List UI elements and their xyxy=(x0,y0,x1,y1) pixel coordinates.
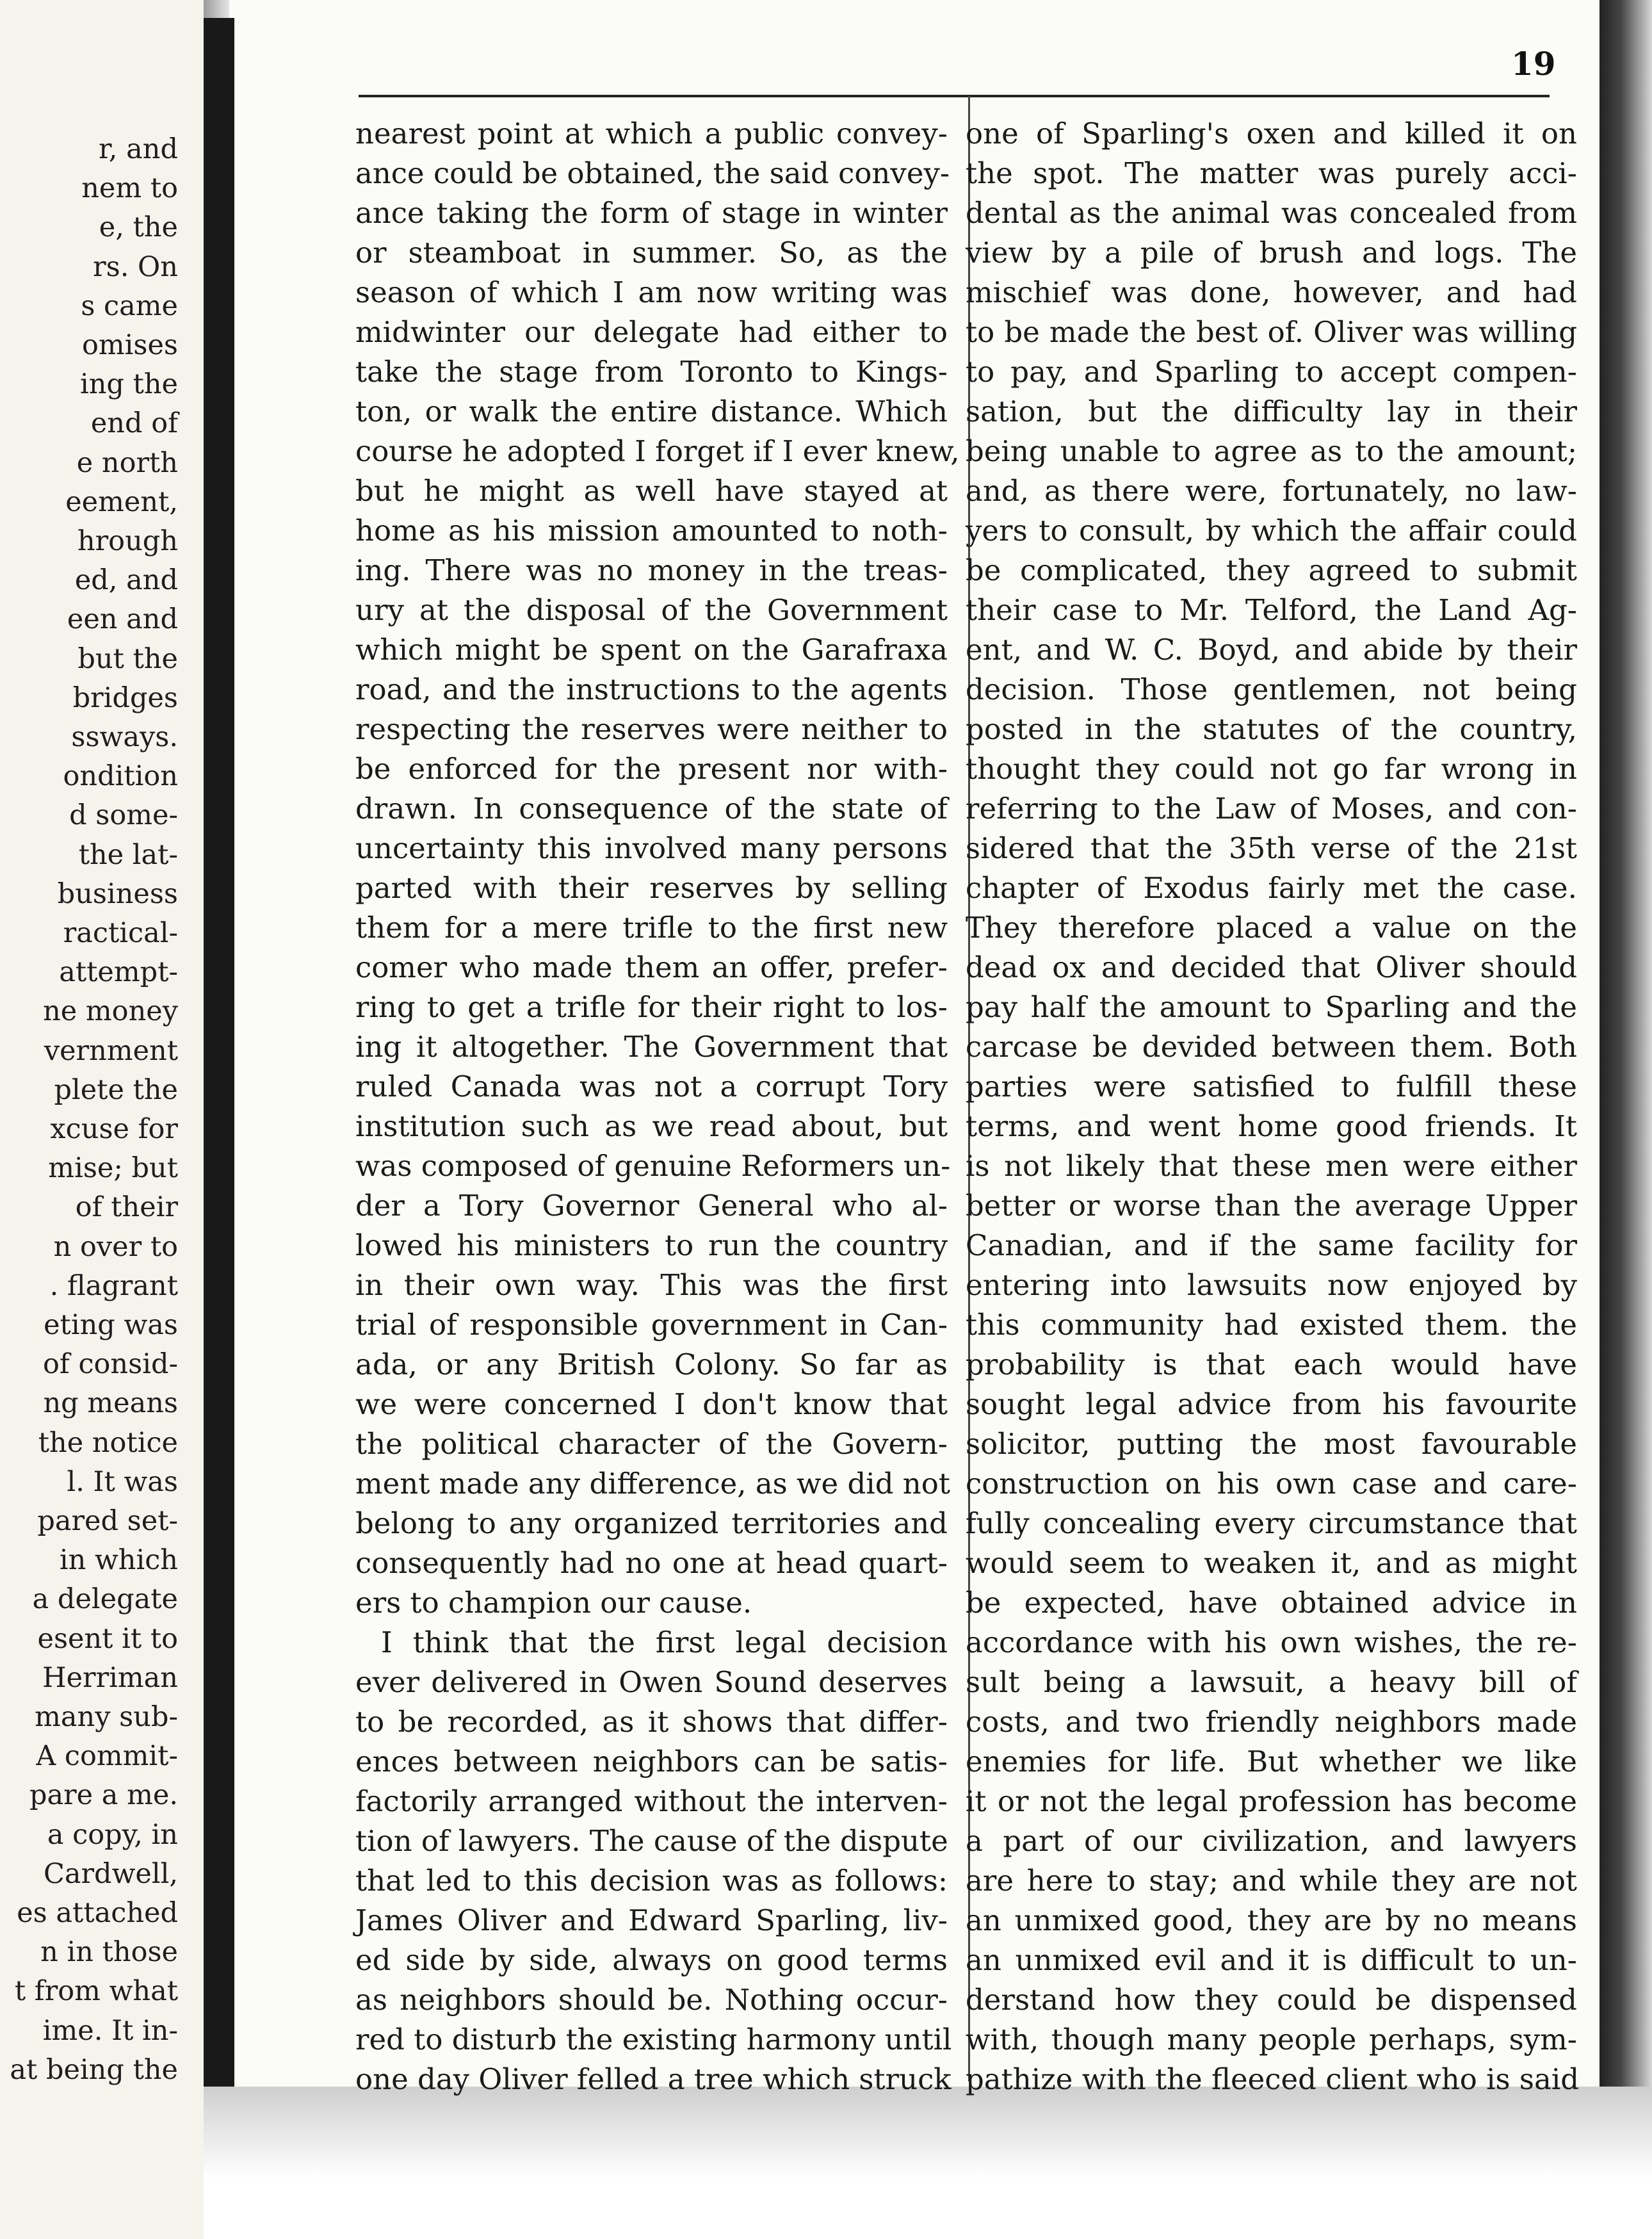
text-line: entering into lawsuits now enjoyed by xyxy=(966,1268,1577,1302)
text-line: their case to Mr. Telford, the Land Ag- xyxy=(966,593,1577,627)
text-line: institution such as we read about, but xyxy=(355,1109,948,1143)
facing-page-text-fragment: nem to xyxy=(81,172,178,205)
text-line: ever delivered in Owen Sound deserves xyxy=(355,1665,948,1699)
facing-page-text-fragment: ng means xyxy=(43,1387,178,1420)
facing-page-text-fragment: end of xyxy=(90,407,178,440)
text-line: uncertainty this involved many persons xyxy=(355,831,948,865)
text-line: take the stage from Toronto to Kings- xyxy=(355,355,948,389)
text-line: ance could be obtained, the said convey- xyxy=(355,156,950,190)
facing-page-text-fragment: the notice xyxy=(38,1426,178,1459)
text-line: sought legal advice from his favourite xyxy=(966,1387,1577,1421)
text-line: ton, or walk the entire distance. Which xyxy=(355,395,948,428)
facing-page-text-fragment: Herriman xyxy=(42,1661,178,1694)
text-line: in their own way. This was the first xyxy=(355,1268,948,1302)
text-line: road, and the instructions to the agents xyxy=(355,672,948,706)
text-line: factorily arranged without the interven- xyxy=(355,1784,948,1818)
text-line: we were concerned I don't know that xyxy=(355,1387,948,1421)
text-line: solicitor, putting the most favourable xyxy=(966,1427,1577,1461)
facing-page-text-fragment: ne money xyxy=(43,995,178,1028)
text-line: chapter of Exodus fairly met the case. xyxy=(966,871,1577,905)
facing-page-text-fragment: bridges xyxy=(72,681,178,714)
facing-page-text-fragment: . flagrant xyxy=(49,1269,178,1302)
facing-page-text-fragment: eement, xyxy=(65,485,178,518)
facing-page-fragment xyxy=(0,0,204,2239)
text-line: ury at the disposal of the Government xyxy=(355,593,948,627)
text-line: ada, or any British Colony. So far as xyxy=(355,1347,948,1381)
text-line: that led to this decision was as follows: xyxy=(355,1864,948,1898)
facing-page-text-fragment: but the xyxy=(77,642,178,675)
text-line: but he might as well have stayed at xyxy=(355,474,948,508)
facing-page-text-fragment: pare a me. xyxy=(29,1779,178,1812)
text-line: parties were satisfied to fulfill these xyxy=(966,1070,1577,1103)
facing-page-text-fragment: ractical- xyxy=(63,917,178,949)
text-line: view by a pile of brush and logs. The xyxy=(966,236,1577,270)
header-rule xyxy=(359,95,1550,97)
facing-page-text-fragment: ssways. xyxy=(71,721,178,753)
facing-page-text-fragment: s came xyxy=(81,289,178,322)
facing-page-text-fragment: n in those xyxy=(40,1936,178,1969)
text-line: the spot. The matter was purely acci- xyxy=(966,156,1577,190)
gutter-bar xyxy=(204,18,234,2087)
text-line: sult being a lawsuit, a heavy bill of xyxy=(966,1665,1577,1699)
facing-page-text-fragment: e north xyxy=(76,446,178,479)
facing-page-text-fragment: Cardwell, xyxy=(43,1857,178,1890)
text-line: is not likely that these men were either xyxy=(966,1149,1577,1183)
text-line: season of which I am now writing was xyxy=(355,275,948,309)
text-line: dead ox and decided that Oliver should xyxy=(966,950,1577,984)
text-line: James Oliver and Edward Sparling, liv- xyxy=(355,1903,948,1937)
text-column-left xyxy=(355,114,960,2099)
text-line: dental as the animal was concealed from xyxy=(966,196,1577,230)
text-line: ing. There was no money in the treas- xyxy=(355,553,948,587)
text-line: or steamboat in summer. So, as the xyxy=(355,236,948,270)
text-line: being unable to agree as to the amount; xyxy=(966,434,1577,468)
text-line: to be recorded, as it shows that differ- xyxy=(355,1705,948,1739)
page-number: 19 xyxy=(1511,45,1556,83)
text-line: red to disturb the existing harmony until xyxy=(355,2023,952,2056)
text-line: would seem to weaken it, and as might xyxy=(966,1546,1577,1580)
text-line: an unmixed evil and it is difficult to un- xyxy=(966,1943,1577,1977)
text-line: ruled Canada was not a corrupt Tory xyxy=(355,1070,948,1103)
text-line: with, though many people perhaps, sym- xyxy=(966,2023,1577,2056)
text-line: decision. Those gentlemen, not being xyxy=(966,672,1577,706)
text-line: comer who made them an offer, prefer- xyxy=(355,950,948,984)
text-line: referring to the Law of Moses, and con- xyxy=(966,792,1577,826)
text-line: ent, and W. C. Boyd, and abide by their xyxy=(966,633,1577,667)
facing-page-text-fragment: ed, and xyxy=(74,564,178,597)
facing-page-text-fragment: t from what xyxy=(14,1975,178,2008)
facing-page-text-fragment: d some- xyxy=(69,799,178,832)
facing-page-text-fragment: attempt- xyxy=(59,956,178,989)
text-column-right xyxy=(966,114,1580,2099)
facing-page-text-fragment: l. It was xyxy=(67,1465,178,1498)
text-line: sation, but the difficulty lay in their xyxy=(966,395,1577,428)
facing-page-text-fragment: the lat- xyxy=(78,838,178,871)
text-line: I think that the first legal decision xyxy=(381,1625,948,1659)
text-line: nearest point at which a public convey- xyxy=(355,117,948,151)
text-line: belong to any organized territories and xyxy=(355,1506,948,1540)
facing-page-text-fragment: many sub- xyxy=(35,1701,178,1733)
facing-page-text-fragment: pared set- xyxy=(37,1505,178,1537)
text-line: probability is that each would have xyxy=(966,1347,1577,1381)
text-line: thought they could not go far wrong in xyxy=(966,752,1577,786)
text-line: an unmixed good, they are by no means xyxy=(966,1903,1577,1937)
facing-page-text-fragment: n over to xyxy=(53,1230,178,1263)
facing-page-text-fragment: of consid- xyxy=(42,1348,178,1381)
facing-page-text-fragment: business xyxy=(57,877,178,910)
text-line: ance taking the form of stage in winter xyxy=(355,196,948,230)
text-line: this community had existed them. the xyxy=(966,1308,1577,1342)
text-line: ers to champion our cause. xyxy=(355,1586,752,1620)
text-line: construction on his own case and care- xyxy=(966,1467,1577,1501)
text-line: ment made any difference, as we did not xyxy=(355,1467,950,1501)
text-line: are here to stay; and while they are not xyxy=(966,1864,1577,1898)
text-line: yers to consult, by which the affair could xyxy=(966,514,1577,548)
text-line: to pay, and Sparling to accept compen- xyxy=(966,355,1577,389)
text-line: one of Sparling's oxen and killed it on xyxy=(966,117,1577,151)
text-line: lowed his ministers to run the country xyxy=(355,1228,948,1262)
text-line: be expected, have obtained advice in xyxy=(966,1586,1577,1620)
text-line: drawn. In consequence of the state of xyxy=(355,792,948,826)
text-line: mischief was done, however, and had xyxy=(966,275,1577,309)
facing-page-text-fragment: e, the xyxy=(99,211,178,244)
text-line: pay half the amount to Sparling and the xyxy=(966,990,1577,1024)
text-line: accordance with his own wishes, the re- xyxy=(966,1625,1577,1659)
facing-page-text-fragment: a copy, in xyxy=(47,1818,178,1851)
facing-page-text-fragment: in which xyxy=(59,1544,178,1577)
text-line: costs, and two friendly neighbors made xyxy=(966,1705,1577,1739)
facing-page-text-fragment: esent it to xyxy=(37,1622,178,1655)
facing-page-text-fragment: een and xyxy=(67,603,178,636)
text-line: sidered that the 35th verse of the 21st xyxy=(966,831,1577,865)
text-line: ences between neighbors can be satis- xyxy=(355,1745,948,1779)
facing-page-text-fragment: es attached xyxy=(17,1897,178,1929)
facing-page-text-fragment: vernment xyxy=(44,1034,178,1067)
facing-page-text-fragment: plete the xyxy=(54,1073,178,1106)
facing-page-text-fragment: xcuse for xyxy=(50,1113,178,1145)
text-line: trial of responsible government in Can- xyxy=(355,1308,948,1342)
facing-page-text-fragment: eting was xyxy=(44,1309,178,1341)
text-line: fully concealing every circumstance that xyxy=(966,1506,1577,1540)
text-line: carcase be devided between them. Both xyxy=(966,1030,1577,1064)
facing-page-text-fragment: omises xyxy=(82,329,178,361)
text-line: ing it altogether. The Government that xyxy=(355,1030,948,1064)
text-line: midwinter our delegate had either to xyxy=(355,315,948,349)
text-line: Canadian, and if the same facility for xyxy=(966,1228,1577,1262)
text-line: one day Oliver felled a tree which struck xyxy=(355,2062,952,2096)
facing-page-text-fragment: A commit- xyxy=(36,1740,178,1773)
facing-page-text-fragment: a delegate xyxy=(32,1583,178,1616)
text-line: pathize with the fleeced client who is said xyxy=(966,2062,1580,2096)
text-line: parted with their reserves by selling xyxy=(355,871,948,905)
text-line: respecting the reserves were neither to xyxy=(355,712,948,746)
text-line: ed side by side, always on good terms xyxy=(355,1943,948,1977)
facing-page-text-fragment: ing the xyxy=(79,368,178,401)
text-line: derstand how they could be dispensed xyxy=(966,1983,1577,2017)
text-line: home as his mission amounted to noth- xyxy=(355,514,948,548)
facing-page-text-fragment: at being the xyxy=(10,2053,178,2086)
text-line: the political character of the Govern- xyxy=(355,1427,948,1461)
text-line: course he adopted I forget if I ever knew, xyxy=(355,434,960,468)
facing-page-text-fragment: mise; but xyxy=(48,1152,178,1185)
text-line: They therefore placed a value on the xyxy=(966,911,1577,945)
text-line: it or not the legal profession has become xyxy=(966,1784,1577,1818)
text-line: to be made the best of. Oliver was willing xyxy=(966,315,1577,349)
facing-page-text-fragment: ondition xyxy=(63,760,178,793)
facing-page-text-fragment: ime. It in- xyxy=(42,2014,178,2047)
facing-page-text-fragment: hrough xyxy=(77,525,178,557)
facing-page-text-fragment: r, and xyxy=(98,133,178,165)
text-line: as neighbors should be. Nothing occur- xyxy=(355,1983,948,2017)
text-line: which might be spent on the Garafraxa xyxy=(355,633,948,667)
text-line: tion of lawyers. The cause of the dispute xyxy=(355,1824,948,1858)
text-line: posted in the statutes of the country, xyxy=(966,712,1577,746)
page-bottom-shadow xyxy=(204,2087,1652,2239)
text-line: a part of our civilization, and lawyers xyxy=(966,1824,1577,1858)
text-line: consequently had no one at head quart- xyxy=(355,1546,948,1580)
text-line: and, as there were, fortunately, no law- xyxy=(966,474,1577,508)
page-edge-shadow xyxy=(1599,0,1652,2239)
facing-page-text-fragment: of their xyxy=(75,1191,178,1224)
text-line: be enforced for the present nor with- xyxy=(355,752,948,786)
text-line: was composed of genuine Reformers un- xyxy=(355,1149,951,1183)
facing-page-text-fragment: rs. On xyxy=(93,250,178,283)
text-line: them for a mere trifle to the first new xyxy=(355,911,948,945)
text-line: der a Tory Governor General who al- xyxy=(355,1189,948,1223)
text-line: ring to get a trifle for their right to los- xyxy=(355,990,948,1024)
text-line: better or worse than the average Upper xyxy=(966,1189,1577,1223)
text-line: terms, and went home good friends. It xyxy=(966,1109,1577,1143)
text-line: enemies for life. But whether we like xyxy=(966,1745,1577,1779)
text-line: be complicated, they agreed to submit xyxy=(966,553,1577,587)
